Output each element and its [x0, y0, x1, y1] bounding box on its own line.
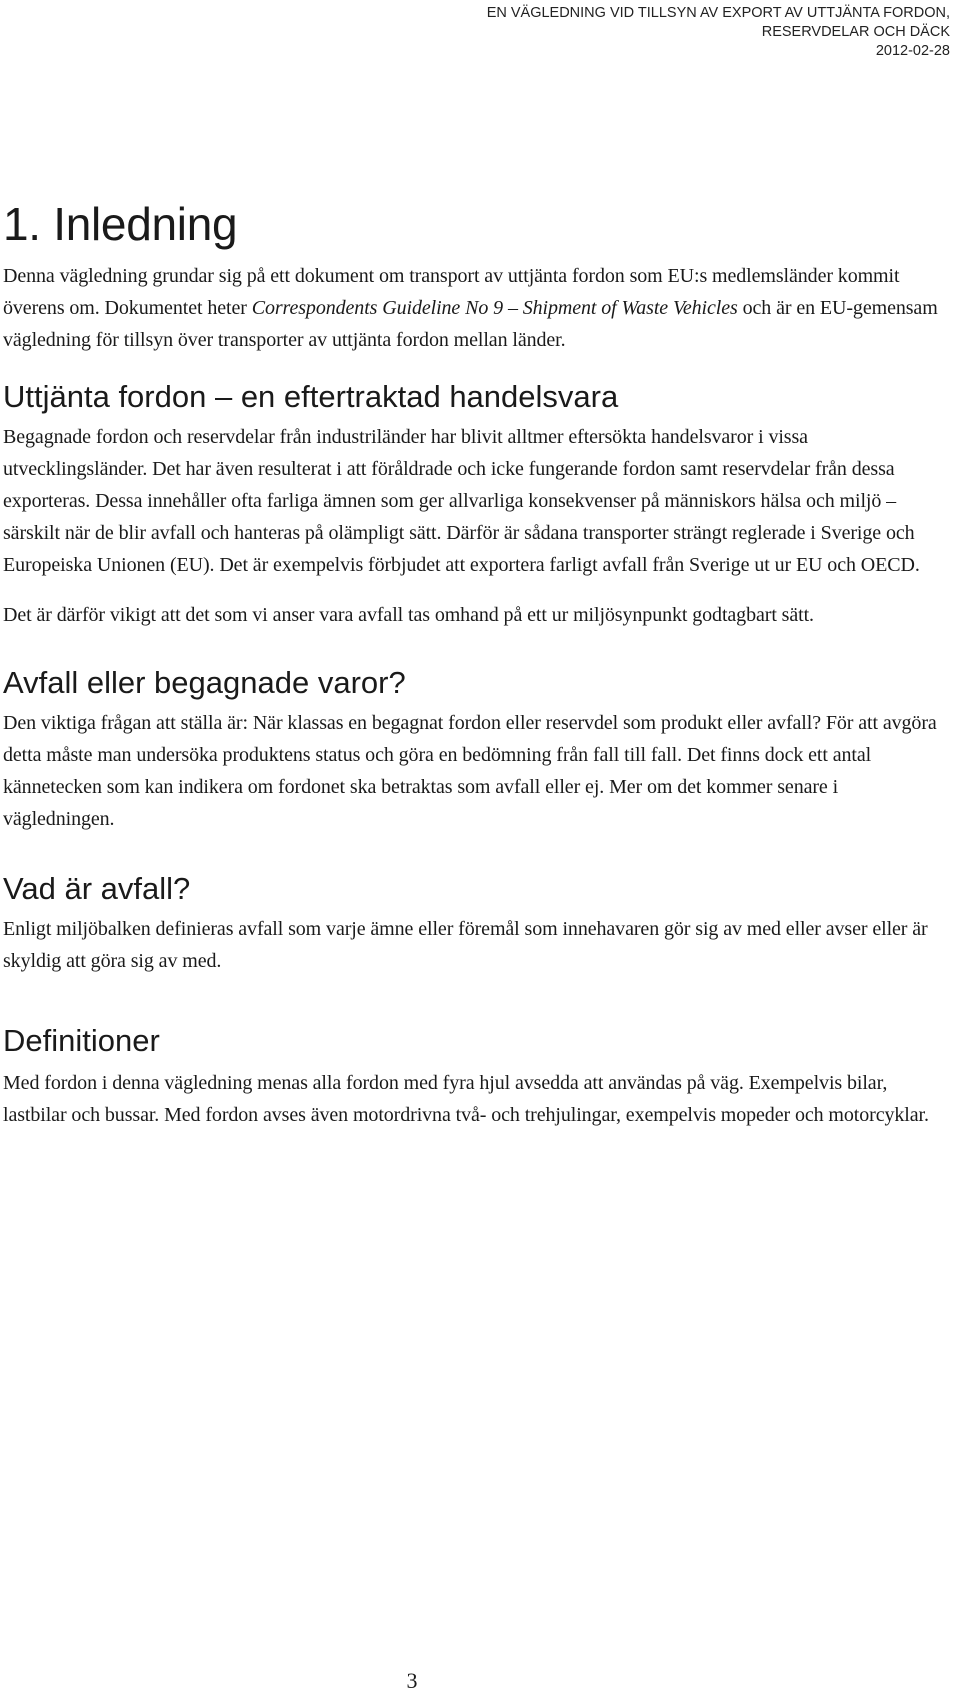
- header-title-line1: EN VÄGLEDNING VID TILLSYN AV EXPORT AV UTTJÄNTA FORDON,: [486, 5, 950, 21]
- section-heading-definitioner: Definitioner: [3, 1023, 160, 1058]
- intro-text-part2: och är en EU-gemensam vägledning för tillsyn över transporter av uttjänta fordon mellan länder.: [3, 297, 938, 351]
- section-heading-uttjanta: Uttjänta fordon – en eftertraktad handelsvara: [3, 379, 619, 414]
- chapter-title: 1. Inledning: [3, 198, 238, 250]
- section-heading-vad-ar-avfall: Vad är avfall?: [3, 871, 191, 906]
- document-body: [3, 196, 943, 1131]
- page-number: 3: [406, 1668, 418, 1693]
- intro-text-part1: Denna vägledning grundar sig på ett dokument om transport av uttjänta fordon som EU:s medlemsländer kommit överens om. Dokumentet heter: [3, 265, 900, 319]
- intro-document-title: Correspondents Guideline No 9 – Shipment of Waste Vehicles: [251, 297, 738, 319]
- section-vad-ar-avfall-paragraph: Enligt miljöbalken definieras avfall som varje ämne eller föremål som innehavaren gör sig av med eller avser eller är skyldig att göra sig av med.: [3, 918, 928, 972]
- section-heading-avfall-eller: Avfall eller begagnade varor?: [3, 665, 406, 700]
- section-avfall-eller-paragraph: Den viktiga frågan att ställa är: När klassas en begagnat fordon eller reservdel som produkt eller avfall? För att avgöra detta måste man undersöka produktens status och göra en bedömning från fall till fall. Det finns dock ett antal kännetecken som kan indikera om fordonet ska betraktas som avfall eller ej. Mer om det kommer senare i vägledningen.: [3, 712, 937, 830]
- intro-paragraph: [3, 260, 943, 356]
- section-definitioner-paragraph: Med fordon i denna vägledning menas alla fordon med fyra hjul avsedda att användas på väg. Exempelvis bilar, lastbilar och bussar. Med fordon avses även motordrivna två- och trehjulingar, exempelvis mopeder och motorcyklar.: [3, 1072, 929, 1126]
- section-uttjanta-paragraph1: Begagnade fordon och reservdelar från industriländer har blivit alltmer eftersökta handelsvaror i vissa utvecklingsländer. Det har även resulterat i att föråldrade och icke fungerande fordon samt reservdelar från dessa exporteras. Dessa innehåller ofta farliga ämnen som ger allvarliga konsekvenser på människors hälsa och miljö – särskilt när de blir avfall och hanteras på olämpligt sätt. Därför är sådana transporter strängt reglerade i Sverige och Europeiska Unionen (EU). Det är exempelvis förbjudet att exportera farligt avfall från Sverige ut ur EU och OECD.: [3, 426, 920, 576]
- header-title-line2: RESERVDELAR OCH DÄCK: [761, 24, 950, 40]
- section-uttjanta-paragraph2: Det är därför vikigt att det som vi anser vara avfall tas omhand på ett ur miljösynpunkt godtagbart sätt.: [3, 604, 814, 626]
- header-date: 2012-02-28: [875, 43, 950, 59]
- running-header: [487, 4, 950, 61]
